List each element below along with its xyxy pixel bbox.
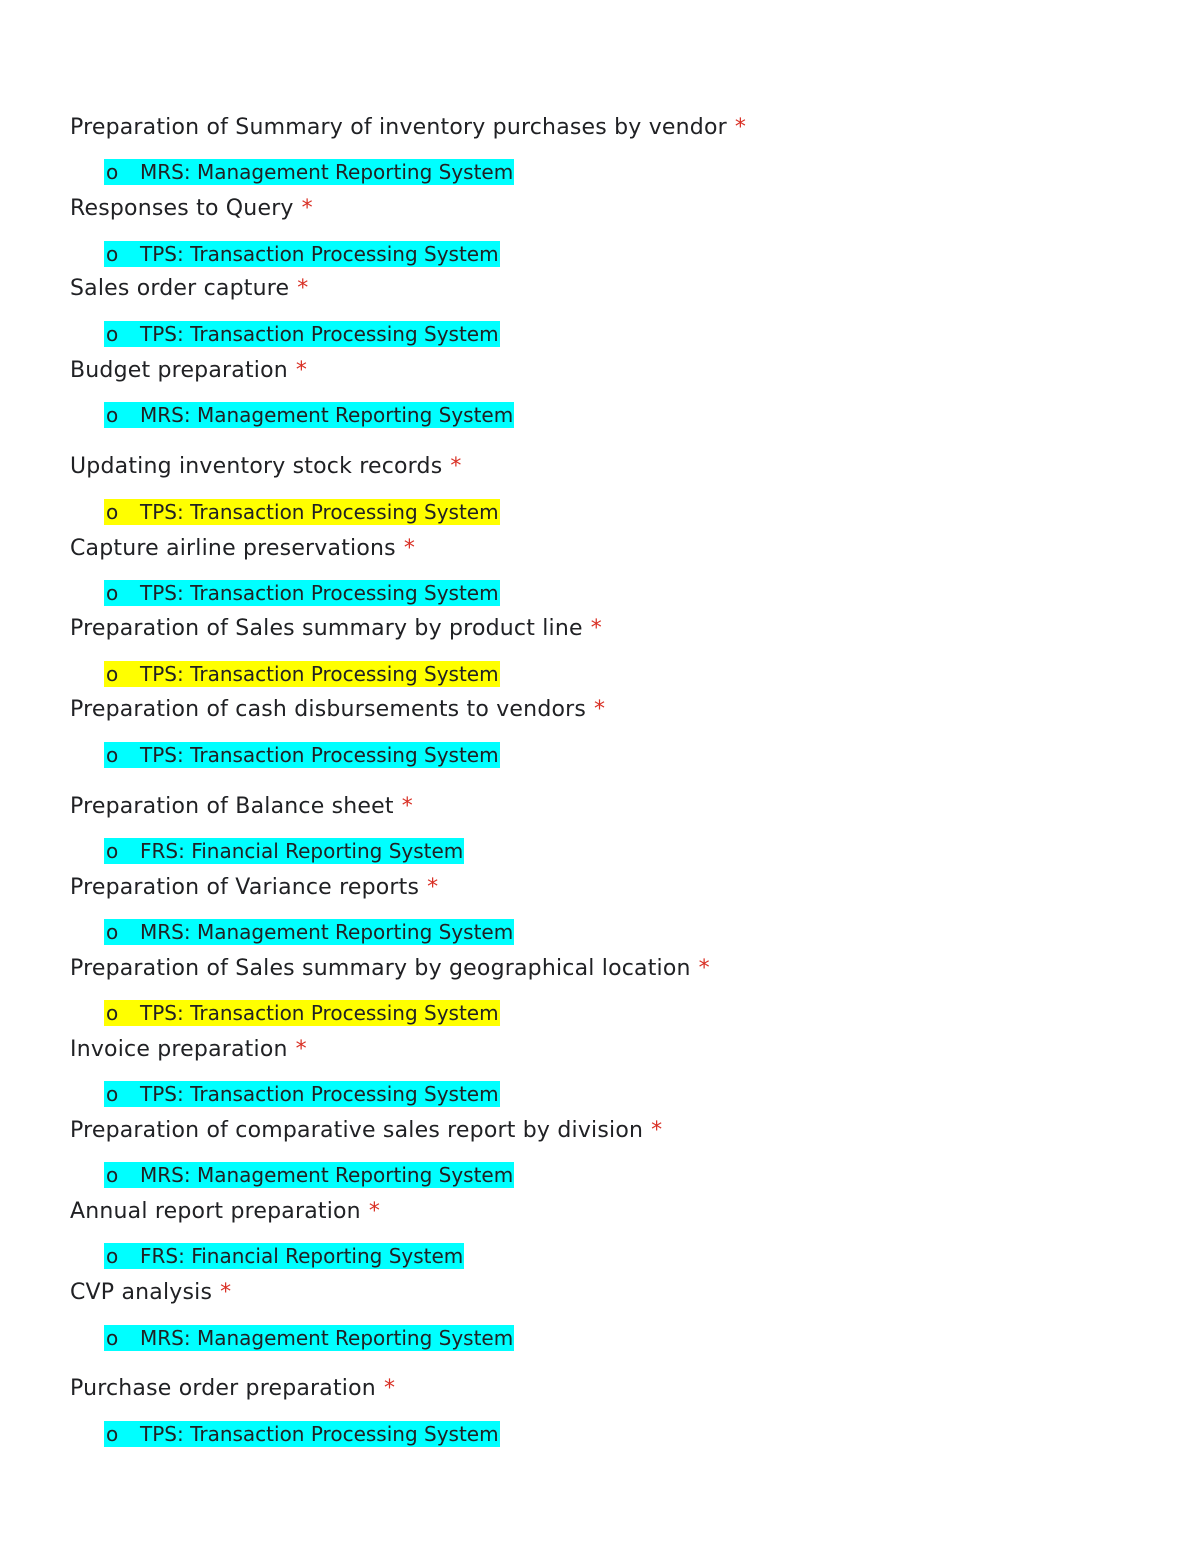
- required-asterisk: *: [383, 1376, 395, 1401]
- answer-option: [104, 919, 514, 945]
- required-asterisk: *: [698, 956, 710, 981]
- question-text: Invoice preparation: [70, 1037, 288, 1062]
- answer-text: MRS: Management Reporting System: [140, 1326, 514, 1350]
- question-text: Responses to Query: [70, 196, 294, 221]
- bullet-icon: o: [106, 500, 119, 524]
- answer-text: TPS: Transaction Processing System: [140, 1001, 499, 1025]
- question-text: Purchase order preparation: [70, 1376, 376, 1401]
- answer-option: [104, 838, 464, 864]
- answer-option: [104, 1243, 464, 1269]
- answer-text: FRS: Financial Reporting System: [140, 839, 464, 863]
- answer-text: TPS: Transaction Processing System: [140, 322, 499, 346]
- question-label: [70, 955, 710, 983]
- answer-option: [104, 321, 500, 347]
- required-asterisk: *: [651, 1118, 663, 1143]
- answer-text: MRS: Management Reporting System: [140, 1163, 514, 1187]
- bullet-icon: o: [106, 1082, 119, 1106]
- question-text: Preparation of Sales summary by product line: [70, 616, 583, 641]
- required-asterisk: *: [295, 358, 307, 383]
- answer-option: [104, 661, 500, 687]
- question-label: [70, 1036, 307, 1064]
- required-asterisk: *: [301, 196, 313, 221]
- bullet-icon: o: [106, 1422, 119, 1446]
- required-asterisk: *: [401, 794, 413, 819]
- required-asterisk: *: [450, 454, 462, 479]
- answer-text: TPS: Transaction Processing System: [140, 1082, 499, 1106]
- bullet-icon: o: [106, 1244, 119, 1268]
- required-asterisk: *: [220, 1280, 232, 1305]
- answer-text: TPS: Transaction Processing System: [140, 1422, 499, 1446]
- question-text: Preparation of comparative sales report by division: [70, 1118, 644, 1143]
- bullet-icon: o: [106, 160, 119, 184]
- question-label: [70, 357, 307, 385]
- question-text: Capture airline preservations: [70, 536, 396, 561]
- answer-option: [104, 402, 514, 428]
- answer-text: MRS: Management Reporting System: [140, 403, 514, 427]
- question-text: Preparation of Balance sheet: [70, 794, 394, 819]
- question-label: [70, 275, 308, 303]
- question-label: [70, 114, 746, 142]
- bullet-icon: o: [106, 743, 119, 767]
- question-text: Preparation of Variance reports: [70, 875, 420, 900]
- question-text: Annual report preparation: [70, 1199, 361, 1224]
- answer-option: [104, 241, 500, 267]
- question-text: Preparation of Sales summary by geographical location: [70, 956, 691, 981]
- question-text: Preparation of cash disbursements to vendors: [70, 697, 587, 722]
- answer-text: TPS: Transaction Processing System: [140, 500, 499, 524]
- question-text: Sales order capture: [70, 276, 290, 301]
- question-label: [70, 615, 602, 643]
- bullet-icon: o: [106, 662, 119, 686]
- answer-text: MRS: Management Reporting System: [140, 160, 514, 184]
- bullet-icon: o: [106, 242, 119, 266]
- question-label: [70, 195, 313, 223]
- question-label: [70, 874, 438, 902]
- bullet-icon: o: [106, 581, 119, 605]
- bullet-icon: o: [106, 1001, 119, 1025]
- required-asterisk: *: [590, 616, 602, 641]
- question-label: [70, 535, 415, 563]
- answer-text: TPS: Transaction Processing System: [140, 581, 499, 605]
- required-asterisk: *: [734, 115, 746, 140]
- answer-text: TPS: Transaction Processing System: [140, 242, 499, 266]
- question-label: [70, 1375, 395, 1403]
- question-label: [70, 1279, 231, 1307]
- question-text: Budget preparation: [70, 358, 288, 383]
- bullet-icon: o: [106, 1326, 119, 1350]
- required-asterisk: *: [297, 276, 309, 301]
- bullet-icon: o: [106, 839, 119, 863]
- bullet-icon: o: [106, 1163, 119, 1187]
- answer-option: [104, 580, 500, 606]
- required-asterisk: *: [427, 875, 439, 900]
- bullet-icon: o: [106, 322, 119, 346]
- question-text: CVP analysis: [70, 1280, 213, 1305]
- answer-option: [104, 742, 500, 768]
- bullet-icon: o: [106, 403, 119, 427]
- answer-text: MRS: Management Reporting System: [140, 920, 514, 944]
- required-asterisk: *: [295, 1037, 307, 1062]
- required-asterisk: *: [403, 536, 415, 561]
- question-label: [70, 453, 461, 481]
- answer-option: [104, 1081, 500, 1107]
- question-label: [70, 793, 413, 821]
- question-label: [70, 696, 605, 724]
- question-label: [70, 1117, 662, 1145]
- answer-option: [104, 499, 500, 525]
- required-asterisk: *: [368, 1199, 380, 1224]
- question-text: Updating inventory stock records: [70, 454, 443, 479]
- answer-option: [104, 159, 514, 185]
- answer-text: TPS: Transaction Processing System: [140, 662, 499, 686]
- required-asterisk: *: [594, 697, 606, 722]
- question-label: [70, 1198, 380, 1226]
- answer-option: [104, 1000, 500, 1026]
- answer-text: FRS: Financial Reporting System: [140, 1244, 464, 1268]
- bullet-icon: o: [106, 920, 119, 944]
- answer-option: [104, 1162, 514, 1188]
- answer-option: [104, 1325, 514, 1351]
- answer-option: [104, 1421, 500, 1447]
- question-text: Preparation of Summary of inventory purchases by vendor: [70, 115, 727, 140]
- answer-text: TPS: Transaction Processing System: [140, 743, 499, 767]
